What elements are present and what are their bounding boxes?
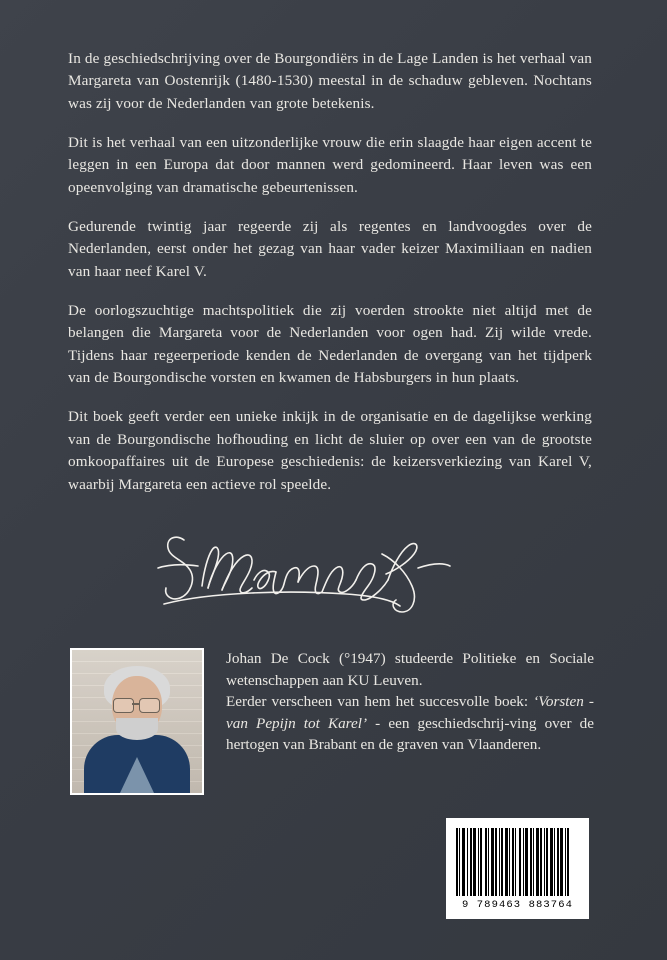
blurb-paragraph-3: Gedurende twintig jaar regeerde zij als regentes en landvoogdes over de Nederlanden, eerst onder het gezag van haar vader keizer Maximiliaan en nadien van haar neef Karel V. bbox=[68, 218, 592, 280]
photo-glasses-bridge bbox=[132, 703, 139, 705]
blurb-paragraph-2: Dit is het verhaal van een uitzonderlijke vrouw die erin slaagde haar eigen accent te leggen in een Europa dat door mannen werd gedomineerd. Haar leven was een opeenvolging van dramatische gebeurtenissen. bbox=[68, 134, 592, 196]
author-photo bbox=[70, 648, 204, 795]
author-bio-suffix: - een geschiedschrij-ving over de hertogen van Brabant en de graven van Vlaanderen. bbox=[226, 714, 595, 754]
author-bio bbox=[226, 648, 594, 756]
previous-book-title: ‘Vorsten - van Pepijn tot Karel’ bbox=[226, 693, 594, 732]
author-bio-line-1: Johan De Cock (°1947) studeerde Politieke en Sociale wetenschappen aan KU Leuven. bbox=[226, 650, 594, 689]
barcode-number: 9 789463 883764 bbox=[461, 899, 573, 911]
blurb-paragraph-4: De oorlogszuchtige machtspolitiek die zij voerden strookte niet altijd met de belangen die Margareta voor de Nederlanden voor ogen had. Zij wilde vrede. Tijdens haar regeerperiode kenden de Nederlanden de overgang van het tijdperk van de Bourgondische vorsten en kwamen de Habsburgers in hun plaats. bbox=[68, 302, 592, 387]
author-bio-prefix: Eerder verscheen van hem het succesvolle boek: bbox=[226, 693, 534, 711]
barcode bbox=[446, 818, 589, 919]
signature-image bbox=[150, 528, 470, 623]
author-bio-line-2 bbox=[226, 691, 594, 756]
blurb-paragraph-1: In de geschiedschrijving over de Bourgondiërs in de Lage Landen is het verhaal van Margareta van Oostenrijk (1480-1530) meestal in de schaduw gebleven. Nochtans was zij voor de Nederlanden van grote betekenis. bbox=[68, 50, 592, 112]
blurb-text-block bbox=[68, 48, 592, 496]
barcode-bars bbox=[456, 828, 579, 896]
photo-glasses-right bbox=[139, 698, 160, 713]
photo-glasses-left bbox=[113, 698, 134, 713]
blurb-paragraph-5: Dit boek geeft verder een unieke inkijk in de organisatie en de dagelijkse werking van de Bourgondische hofhouding en licht de sluier op over een van de grootste omkoopaffaires uit de Europese geschiedenis: de keizersverkiezing van Karel V, waarbij Margareta een actieve rol speelde. bbox=[68, 408, 592, 493]
photo-beard bbox=[116, 718, 158, 740]
author-block bbox=[70, 648, 594, 795]
